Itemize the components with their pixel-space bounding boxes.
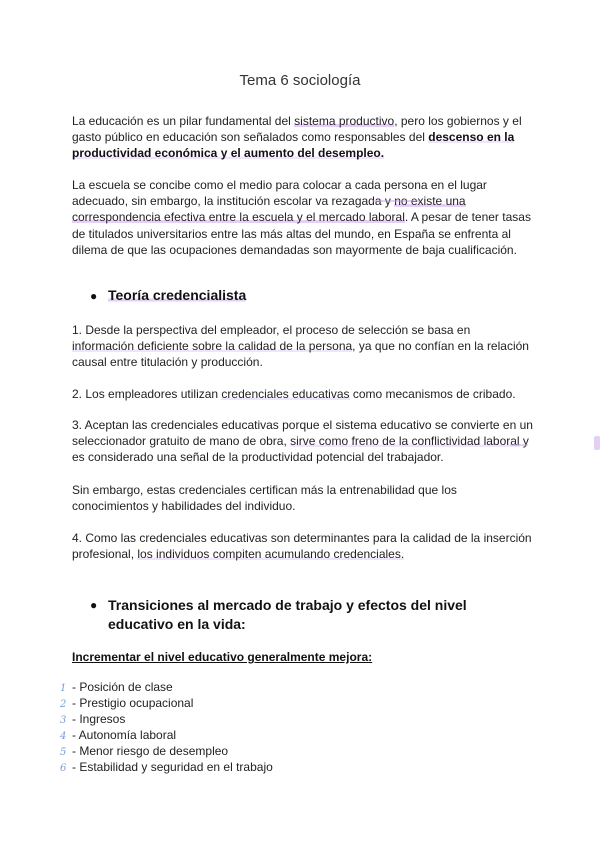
handwritten-number: 6: [60, 763, 67, 774]
bold-text: descenso en la productividad económica y el aumento del desempleo.: [72, 130, 515, 161]
text-span: La escuela se concibe como el medio para colocar a cada persona en el lugar adecuado, sin embargo, la institución escolar va rezagada y: [72, 178, 487, 209]
highlighted-text: sirve como freno de la conflictividad laboral: [290, 434, 520, 449]
text-span: La educación es un pilar fundamental del: [72, 114, 295, 128]
highlighted-text: información deficiente sobre la calidad de la persona: [72, 339, 353, 354]
list-item-text: - Prestigio ocupacional: [72, 696, 194, 710]
list-item: [60, 759, 273, 775]
text-span: . A pesar de tener tasas de titulados universitarios entre las más altas del mundo, en España se enfrenta al dilema de que las ocupaciones demandadas son mayormente de baja cualificación.: [72, 210, 531, 257]
text-span: 2. Los empleadores utilizan: [72, 387, 222, 401]
text-span: , ya que no confían en la relación causal entre titulación y producción.: [72, 339, 529, 370]
bullet-icon: ●: [90, 598, 98, 612]
section-heading-text: Transiciones al mercado de trabajo y efectos del nivel educativo en la vida:: [108, 597, 467, 632]
highlighted-text: credenciales educativas: [221, 387, 350, 401]
text-span: 4. Como las credenciales educativas son determinantes para la calidad de la inserción profesional,: [72, 531, 532, 562]
highlighted-text: no existe una correspondencia efectiva entre la escuela y el mercado laboral: [72, 194, 466, 225]
marker-stroke: [594, 436, 600, 450]
marker-stroke: [372, 200, 420, 202]
text-span: 1. Desde la perspectiva del empleador, el proceso de selección se basa en: [72, 323, 471, 337]
handwritten-number: 2: [60, 699, 67, 710]
text-span: y es considerado una señal de la productividad potencial del trabajador.: [72, 434, 529, 465]
handwritten-number: 1: [60, 683, 67, 694]
highlighted-text: sistema productivo: [294, 114, 395, 128]
text-span: como mecanismos de cribado.: [349, 387, 516, 401]
list-item-text: - Posición de clase: [72, 680, 173, 694]
benefits-list: [60, 679, 273, 775]
credencialista-point-2: [72, 386, 534, 402]
handwritten-number: 4: [60, 731, 67, 742]
list-subheading: Incrementar el nivel educativo generalmente mejora:: [72, 650, 373, 664]
credencialista-note: Sin embargo, estas credenciales certifican más la entrenabilidad que los conocimientos y habilidades del individuo.: [72, 483, 457, 514]
handwritten-number: 3: [60, 715, 67, 726]
list-item: [60, 727, 273, 743]
section-heading-credencialista: [90, 287, 246, 303]
list-item-text: - Estabilidad y seguridad en el trabajo: [72, 760, 273, 774]
list-item: [60, 679, 273, 695]
list-item-text: - Autonomía laboral: [72, 728, 177, 742]
credencialista-point-3: [72, 417, 534, 466]
list-item-text: - Ingresos: [72, 712, 126, 726]
credencialista-point-1: [72, 322, 534, 371]
list-item: [60, 711, 273, 727]
page-title: Tema 6 sociología: [239, 72, 361, 89]
list-item: [60, 743, 273, 759]
marker-stroke: [510, 444, 528, 446]
list-item: [60, 695, 273, 711]
section-heading-text: Teoría credencialista: [108, 287, 247, 303]
intro-paragraph-1: [72, 113, 534, 162]
list-item-text: - Menor riesgo de desempleo: [72, 744, 229, 758]
text-span: , pero los gobiernos y el gasto público en educación son señalados como responsables del: [72, 114, 522, 145]
bullet-icon: ●: [90, 289, 98, 303]
intro-paragraph-2: [72, 177, 534, 258]
credencialista-point-4: [72, 530, 534, 562]
highlighted-text: los individuos compiten acumulando credenciales.: [137, 547, 405, 562]
text-span: 3. Aceptan las credenciales educativas porque el sistema educativo se convierte en un seleccionador gratuito de mano de obra,: [72, 418, 533, 449]
handwritten-number: 5: [60, 747, 67, 758]
